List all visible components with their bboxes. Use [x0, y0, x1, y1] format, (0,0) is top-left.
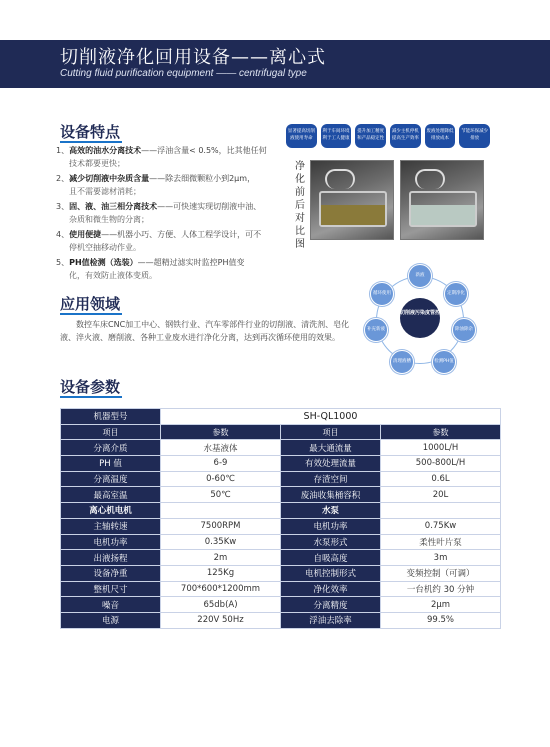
- param-value: 1000L/H: [381, 440, 501, 456]
- table-subheader-row: [61, 503, 501, 519]
- param-label: 电源: [61, 612, 161, 628]
- model-label: 机器型号: [61, 409, 161, 425]
- dirty-liquid: [321, 205, 385, 225]
- feature-continuation: 杂质和微生物的分离；: [69, 215, 149, 224]
- param-label: 最大通流量: [281, 440, 381, 456]
- cycle-node: 清理液槽: [390, 350, 414, 374]
- features-heading: [60, 121, 120, 142]
- param-value: 125Kg: [161, 565, 281, 581]
- table-row: [61, 534, 501, 550]
- param-label: 存渣空间: [281, 471, 381, 487]
- param-value: 20L: [381, 487, 501, 503]
- param-label: 分离温度: [61, 471, 161, 487]
- param-label: 有效处理流量: [281, 456, 381, 472]
- group-label: 水泵: [281, 503, 381, 519]
- param-value: 220V 50Hz: [161, 612, 281, 628]
- feature-text: ——浮油含量< 0.5%，比其他任何: [141, 146, 267, 155]
- param-value: 7500RPM: [161, 518, 281, 534]
- feature-text: ——超精过滤实时监控PH值变: [137, 258, 245, 267]
- benefit-pill: 节能环保减少排放: [459, 124, 490, 148]
- page-title: 切削液净化回用设备——离心式: [60, 47, 326, 68]
- feature-highlight: 固、液、油三相分离技术: [69, 202, 158, 211]
- application-heading: [60, 293, 120, 314]
- cycle-node: 除油除杂: [452, 318, 476, 342]
- param-label: 主轴转速: [61, 518, 161, 534]
- feature-highlight: PH值检测（选装）: [69, 258, 138, 267]
- cycle-node: 新液: [408, 264, 432, 288]
- feature-number: 3、: [56, 202, 70, 211]
- cycle-node: 检测PH值: [432, 350, 456, 374]
- param-value: 0.35Kw: [161, 534, 281, 550]
- application-underline: [60, 313, 122, 315]
- feature-continuation: 技术都要更快；: [69, 159, 125, 168]
- param-label: 整机尺寸: [61, 581, 161, 597]
- feature-highlight: 高效的油水分离技术: [69, 146, 142, 155]
- feature-text: ——除去细微颗粒小到2μm，: [149, 174, 256, 183]
- param-value: 一台机约 30 分钟: [381, 581, 501, 597]
- param-value: 柔性叶片泵: [381, 534, 501, 550]
- param-value: 3m: [381, 550, 501, 566]
- cycle-node: 循环使用: [370, 282, 394, 306]
- table-row: [61, 597, 501, 613]
- param-label: 电机控制形式: [281, 565, 381, 581]
- feature-number: 1、: [56, 146, 70, 155]
- benefit-pill: 废液处理降低排放成本: [425, 124, 456, 148]
- param-label: 水泵形式: [281, 534, 381, 550]
- param-value: 65db(A): [161, 597, 281, 613]
- compare-caption: 净化前后对比图: [295, 161, 305, 250]
- param-value: 水基液体: [161, 440, 281, 456]
- feature-continuation: 停机空抽移动作业。: [69, 243, 141, 252]
- param-value: 0-60℃: [161, 471, 281, 487]
- param-label: 设备净重: [61, 565, 161, 581]
- feature-item: [56, 144, 278, 170]
- page-subtitle: Cutting fluid purification equipment —— centrifugal type: [60, 68, 307, 79]
- params-underline: [60, 396, 122, 398]
- feature-text: ——机器小巧、方便、人体工程学设计，可不: [101, 230, 262, 239]
- feature-number: 2、: [56, 174, 70, 183]
- feature-highlight: 减少切削液中杂质含量: [69, 174, 150, 183]
- param-value: 0.75Kw: [381, 518, 501, 534]
- features-title: 设备特点: [60, 123, 121, 141]
- param-value: 0.6L: [381, 471, 501, 487]
- clean-liquid: [411, 205, 475, 225]
- feature-continuation: 化，有效防止液体变质。: [69, 271, 157, 280]
- column-header: 参数: [381, 424, 501, 440]
- benefit-pill: 利于车间环境利于工人健康: [321, 124, 352, 148]
- param-value: 2m: [161, 550, 281, 566]
- param-label: 净化效率: [281, 581, 381, 597]
- param-label: 电机功率: [61, 534, 161, 550]
- application-title: 应用领域: [60, 295, 121, 313]
- feature-continuation: 且不需要滤材消耗；: [69, 187, 141, 196]
- param-value: [161, 503, 281, 519]
- param-label: 浮油去除率: [281, 612, 381, 628]
- pipe-shape: [415, 169, 445, 189]
- feature-item: [56, 172, 278, 198]
- after-photo: [400, 160, 484, 240]
- param-label: 噪音: [61, 597, 161, 613]
- feature-item: [56, 200, 278, 226]
- benefit-pill: 显著提高切削液使用寿命: [286, 124, 317, 148]
- params-heading: [60, 376, 120, 397]
- table-row: [61, 471, 501, 487]
- feature-item: [56, 228, 278, 254]
- feature-text: ——可快速实现切削液中油、: [157, 202, 262, 211]
- table-row: [61, 550, 501, 566]
- table-row: [61, 518, 501, 534]
- param-value: [381, 503, 501, 519]
- table-row: [61, 440, 501, 456]
- model-value: SH-QL1000: [161, 409, 501, 425]
- params-title: 设备参数: [60, 378, 121, 396]
- before-photo: [310, 160, 394, 240]
- param-label: 最高室温: [61, 487, 161, 503]
- spec-table: [60, 408, 501, 629]
- feature-number: 4、: [56, 230, 70, 239]
- param-value: 变频控制（可调）: [381, 565, 501, 581]
- application-text: 数控车床CNC加工中心、钢铁行业、汽车零部件行业的切削液、清洗剂、皂化液、淬火液、磨削液、各种工业废水进行净化分离，达到再次循环使用的效果。: [60, 320, 350, 342]
- table-row: [61, 487, 501, 503]
- param-value: 99.5%: [381, 612, 501, 628]
- benefit-pill: 减少主机停机提高生产效率: [390, 124, 421, 148]
- cycle-node: 定期净化: [444, 282, 468, 306]
- param-label: 出液扬程: [61, 550, 161, 566]
- feature-number: 5、: [56, 258, 70, 267]
- param-value: 6-9: [161, 456, 281, 472]
- param-label: 废油收集桶容积: [281, 487, 381, 503]
- benefit-pill: 提升加工精度和产品稳定性: [355, 124, 386, 148]
- table-row: [61, 456, 501, 472]
- features-underline: [60, 141, 122, 143]
- param-label: 分离介质: [61, 440, 161, 456]
- column-header: 参数: [161, 424, 281, 440]
- cycle-center: 切削液污染度管控: [400, 298, 440, 338]
- benefit-pills: [286, 124, 490, 148]
- param-label: PH 值: [61, 456, 161, 472]
- group-label: 离心机电机: [61, 503, 161, 519]
- features-list: [56, 144, 278, 284]
- cycle-node: 补充新液: [364, 318, 388, 342]
- table-row: [61, 409, 501, 425]
- table-row: [61, 612, 501, 628]
- table-row: [61, 581, 501, 597]
- param-label: 分离精度: [281, 597, 381, 613]
- param-value: 700*600*1200mm: [161, 581, 281, 597]
- feature-highlight: 使用便捷: [69, 230, 102, 239]
- column-header: 项目: [281, 424, 381, 440]
- param-value: 2μm: [381, 597, 501, 613]
- pipe-shape: [325, 169, 355, 189]
- feature-item: [56, 256, 278, 282]
- table-header-row: [61, 424, 501, 440]
- table-row: [61, 565, 501, 581]
- param-value: 500-800L/H: [381, 456, 501, 472]
- column-header: 项目: [61, 424, 161, 440]
- param-value: 50℃: [161, 487, 281, 503]
- cycle-diagram: [360, 264, 480, 376]
- param-label: 自吸高度: [281, 550, 381, 566]
- header-band: [0, 40, 550, 88]
- param-label: 电机功率: [281, 518, 381, 534]
